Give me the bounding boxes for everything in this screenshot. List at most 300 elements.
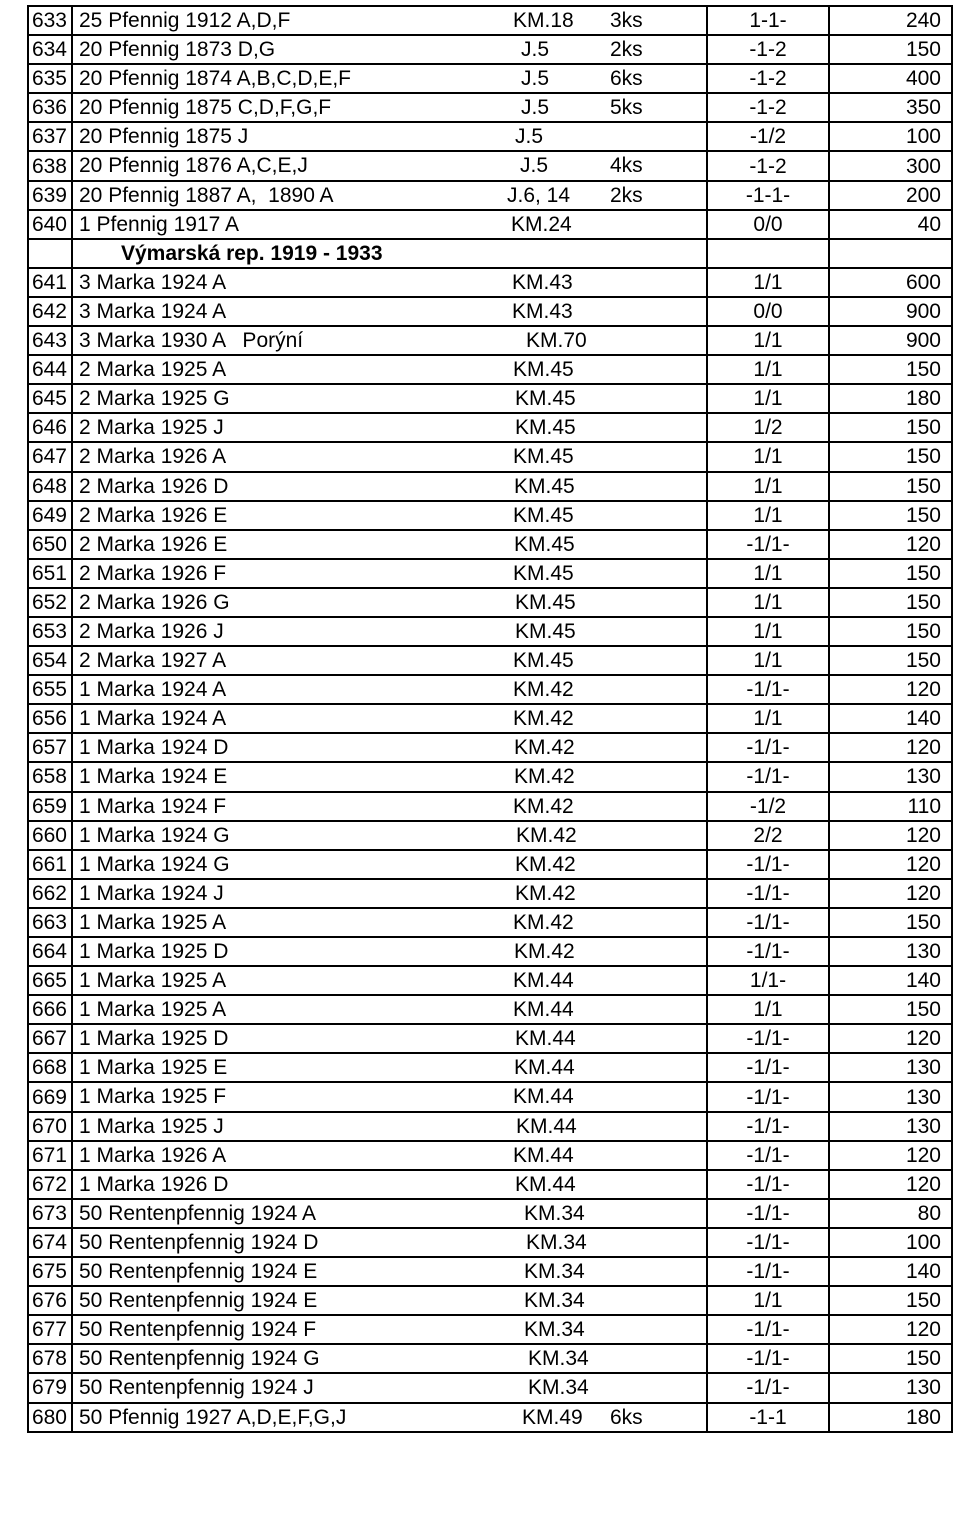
price: 150: [829, 588, 952, 617]
price: 150: [829, 1344, 952, 1373]
table-row: [28, 704, 952, 733]
price: 120: [829, 675, 952, 704]
catalog-reference: J.5: [521, 67, 550, 91]
coin-name: 1 Marka 1926 A: [79, 1143, 227, 1167]
lot-number: 650: [28, 530, 72, 559]
coin-name: 1 Pfennig 1917 A: [79, 212, 239, 236]
grade: -1-2: [707, 151, 829, 180]
table-row: [28, 1257, 952, 1286]
grade: -1/1-: [707, 850, 829, 879]
coin-name: 50 Rentenpfennig 1924 A: [79, 1201, 317, 1225]
description-cell: [72, 1024, 707, 1053]
coin-name: 3 Marka 1924 A: [79, 299, 227, 323]
catalog-reference: KM.42: [513, 678, 574, 702]
catalog-reference: KM.34: [524, 1289, 585, 1313]
price: 130: [829, 762, 952, 791]
lot-number: 638: [28, 151, 72, 180]
description-cell: [72, 268, 707, 297]
description-cell: [72, 297, 707, 326]
description-cell: [72, 995, 707, 1024]
description-cell: [72, 1286, 707, 1315]
catalog-reference: KM.34: [526, 1230, 587, 1254]
catalog-reference: KM.42: [514, 765, 575, 789]
grade: -1/1-: [707, 1228, 829, 1257]
coin-name: 1 Marka 1925 F: [79, 1085, 227, 1109]
price: 130: [829, 1082, 952, 1111]
price: 180: [829, 1403, 952, 1432]
price: 110: [829, 792, 952, 821]
description-cell: [72, 151, 707, 180]
description-cell: [72, 792, 707, 821]
coin-catalog-table: [27, 5, 953, 1433]
catalog-reference: KM.34: [524, 1201, 585, 1225]
description-cell: [72, 6, 707, 35]
description-cell: [72, 1199, 707, 1228]
section-title: Výmarská rep. 1919 - 1933: [121, 241, 383, 265]
price: 120: [829, 1315, 952, 1344]
catalog-reference: KM.45: [513, 358, 574, 382]
quantity: 6ks: [610, 67, 643, 91]
grade: -1/1-: [707, 1170, 829, 1199]
coin-name: 1 Marka 1924 G: [79, 823, 230, 847]
table-row: [28, 908, 952, 937]
catalog-reference: KM.44: [513, 969, 574, 993]
price: 120: [829, 1170, 952, 1199]
description-cell: [72, 413, 707, 442]
coin-name: 2 Marka 1926 E: [79, 503, 228, 527]
price: 120: [829, 530, 952, 559]
lot-number: 671: [28, 1141, 72, 1170]
grade: [707, 239, 829, 268]
lot-number: 641: [28, 268, 72, 297]
price: 180: [829, 384, 952, 413]
price: 150: [829, 908, 952, 937]
grade: -1/1-: [707, 1373, 829, 1402]
coin-name: 1 Marka 1925 A: [79, 969, 227, 993]
price: 300: [829, 151, 952, 180]
lot-number: 653: [28, 617, 72, 646]
coin-name: 50 Pfennig 1927 A,D,E,F,G,J: [79, 1405, 347, 1429]
catalog-reference: J.5: [515, 125, 544, 149]
description-cell: [72, 1403, 707, 1432]
coin-name: 50 Rentenpfennig 1924 J: [79, 1376, 314, 1400]
price: 150: [829, 617, 952, 646]
grade: 1/1: [707, 588, 829, 617]
price: 140: [829, 966, 952, 995]
grade: 1/1: [707, 268, 829, 297]
grade: -1/1-: [707, 908, 829, 937]
description-cell: [72, 1257, 707, 1286]
lot-number: 656: [28, 704, 72, 733]
description-cell: [72, 1228, 707, 1257]
coin-name: 50 Rentenpfennig 1924 F: [79, 1318, 317, 1342]
catalog-reference: J.6, 14: [507, 183, 571, 207]
grade: 2/2: [707, 821, 829, 850]
coin-name: 1 Marka 1924 F: [79, 794, 227, 818]
coin-name: 50 Rentenpfennig 1924 G: [79, 1347, 320, 1371]
table-row: [28, 297, 952, 326]
catalog-reference: KM.24: [511, 212, 572, 236]
table-row: [28, 1228, 952, 1257]
price: 150: [829, 559, 952, 588]
price: 120: [829, 1141, 952, 1170]
coin-name: 50 Rentenpfennig 1924 E: [79, 1289, 318, 1313]
quantity: 3ks: [610, 9, 643, 32]
grade: 1/1: [707, 326, 829, 355]
grade: -1/1-: [707, 675, 829, 704]
table-row: [28, 937, 952, 966]
lot-number: 644: [28, 355, 72, 384]
coin-name: 20 Pfennig 1875 J: [79, 125, 249, 149]
price: 120: [829, 1024, 952, 1053]
catalog-reference: KM.42: [513, 794, 574, 818]
description-cell: [72, 326, 707, 355]
catalog-reference: KM.45: [513, 649, 574, 673]
table-row: [28, 442, 952, 471]
lot-number: 658: [28, 762, 72, 791]
price: 100: [829, 1228, 952, 1257]
grade: 1/1: [707, 704, 829, 733]
grade: -1/1-: [707, 1112, 829, 1141]
catalog-reference: KM.45: [513, 561, 574, 585]
quantity: 2ks: [610, 38, 643, 62]
description-cell: [72, 908, 707, 937]
lot-number: 659: [28, 792, 72, 821]
price: 150: [829, 35, 952, 64]
description-cell: [72, 501, 707, 530]
coin-name: 3 Marka 1930 A Porýní: [79, 329, 304, 353]
grade: -1/1-: [707, 1257, 829, 1286]
price: 40: [829, 210, 952, 239]
description-cell: [72, 559, 707, 588]
grade: 0/0: [707, 297, 829, 326]
price: 150: [829, 1286, 952, 1315]
catalog-reference: KM.45: [514, 474, 575, 498]
description-cell: [72, 472, 707, 501]
description-cell: [72, 530, 707, 559]
catalog-reference: KM.45: [515, 387, 576, 411]
coin-name: 2 Marka 1926 F: [79, 561, 227, 585]
description-cell: [72, 588, 707, 617]
section-header-row: [28, 239, 952, 268]
price: 150: [829, 646, 952, 675]
grade: 1/2: [707, 413, 829, 442]
catalog-reference: KM.42: [514, 736, 575, 760]
grade: -1/1-: [707, 530, 829, 559]
table-row: [28, 1170, 952, 1199]
description-cell: [72, 879, 707, 908]
lot-number: 678: [28, 1344, 72, 1373]
catalog-reference: KM.45: [515, 416, 576, 440]
price: 140: [829, 704, 952, 733]
price: 130: [829, 1112, 952, 1141]
quantity: 5ks: [610, 96, 643, 120]
grade: -1/2: [707, 122, 829, 151]
price: [829, 239, 952, 268]
description-cell: [72, 966, 707, 995]
table-row: [28, 210, 952, 239]
catalog-reference: KM.42: [515, 881, 576, 905]
description-cell: [72, 181, 707, 210]
coin-name: 2 Marka 1926 D: [79, 474, 229, 498]
coin-name: 1 Marka 1924 G: [79, 852, 230, 876]
table-row: [28, 559, 952, 588]
price: 600: [829, 268, 952, 297]
description-cell: [72, 1373, 707, 1402]
coin-name: 2 Marka 1926 J: [79, 619, 224, 643]
lot-number: 662: [28, 879, 72, 908]
grade: 1/1: [707, 1286, 829, 1315]
catalog-reference: KM.44: [513, 1085, 574, 1109]
table-row: [28, 326, 952, 355]
table-row: [28, 151, 952, 180]
table-row: [28, 122, 952, 151]
price: 140: [829, 1257, 952, 1286]
lot-number: 680: [28, 1403, 72, 1432]
table-row: [28, 1141, 952, 1170]
catalog-reference: KM.44: [514, 1056, 575, 1080]
lot-number: 667: [28, 1024, 72, 1053]
catalog-reference: KM.45: [514, 532, 575, 556]
grade: -1-2: [707, 35, 829, 64]
price: 100: [829, 122, 952, 151]
coin-name: 20 Pfennig 1876 A,C,E,J: [79, 154, 308, 178]
table-row: [28, 733, 952, 762]
table-row: [28, 850, 952, 879]
grade: 1/1: [707, 995, 829, 1024]
grade: -1/1-: [707, 1315, 829, 1344]
catalog-body: [28, 6, 952, 1432]
coin-name: 1 Marka 1925 A: [79, 998, 227, 1022]
catalog-reference: KM.42: [513, 910, 574, 934]
coin-name: 2 Marka 1926 A: [79, 445, 227, 469]
description-cell: [72, 1141, 707, 1170]
lot-number: 651: [28, 559, 72, 588]
grade: -1/1-: [707, 762, 829, 791]
price: 130: [829, 1373, 952, 1402]
table-row: [28, 646, 952, 675]
grade: 1-1-: [707, 6, 829, 35]
description-cell: [72, 821, 707, 850]
price: 350: [829, 93, 952, 122]
price: 120: [829, 733, 952, 762]
grade: 1/1: [707, 355, 829, 384]
lot-number: 642: [28, 297, 72, 326]
lot-number: 647: [28, 442, 72, 471]
grade: -1/1-: [707, 1082, 829, 1111]
grade: -1/2: [707, 792, 829, 821]
lot-number: 677: [28, 1315, 72, 1344]
description-cell: [72, 122, 707, 151]
lot-number: 635: [28, 64, 72, 93]
price: 150: [829, 995, 952, 1024]
price: 150: [829, 501, 952, 530]
grade: 1/1: [707, 559, 829, 588]
table-row: [28, 1373, 952, 1402]
table-row: [28, 530, 952, 559]
coin-name: 50 Rentenpfennig 1924 D: [79, 1230, 319, 1254]
description-cell: [72, 210, 707, 239]
grade: -1-2: [707, 64, 829, 93]
lot-number: 649: [28, 501, 72, 530]
catalog-reference: KM.42: [513, 707, 574, 731]
coin-name: 2 Marka 1925 A: [79, 358, 227, 382]
table-row: [28, 1112, 952, 1141]
table-row: [28, 384, 952, 413]
catalog-reference: KM.43: [512, 299, 573, 323]
price: 120: [829, 879, 952, 908]
table-row: [28, 6, 952, 35]
description-cell: [72, 93, 707, 122]
catalog-reference: KM.34: [524, 1260, 585, 1284]
catalog-reference: KM.45: [515, 590, 576, 614]
grade: -1/1-: [707, 1024, 829, 1053]
lot-number: [28, 239, 72, 268]
lot-number: 657: [28, 733, 72, 762]
coin-name: 20 Pfennig 1887 A, 1890 A: [79, 183, 334, 207]
description-cell: [72, 762, 707, 791]
description-cell: [72, 646, 707, 675]
grade: 1/1: [707, 384, 829, 413]
coin-name: 1 Marka 1924 E: [79, 765, 228, 789]
table-row: [28, 501, 952, 530]
catalog-reference: KM.44: [513, 998, 574, 1022]
description-cell: [72, 1082, 707, 1111]
catalog-reference: KM.43: [512, 270, 573, 294]
price: 900: [829, 326, 952, 355]
grade: -1/1-: [707, 1053, 829, 1082]
grade: -1/1-: [707, 1344, 829, 1373]
description-cell: [72, 675, 707, 704]
lot-number: 645: [28, 384, 72, 413]
coin-name: 1 Marka 1925 J: [79, 1114, 224, 1138]
description-cell: [72, 442, 707, 471]
table-row: [28, 1344, 952, 1373]
grade: -1/1-: [707, 937, 829, 966]
catalog-reference: J.5: [521, 96, 550, 120]
description-cell: [72, 384, 707, 413]
table-row: [28, 413, 952, 442]
table-row: [28, 995, 952, 1024]
table-row: [28, 675, 952, 704]
coin-name: 2 Marka 1926 E: [79, 532, 228, 556]
price: 130: [829, 1053, 952, 1082]
catalog-reference: J.5: [520, 154, 549, 178]
catalog-reference: KM.42: [515, 852, 576, 876]
price: 900: [829, 297, 952, 326]
lot-number: 666: [28, 995, 72, 1024]
coin-name: 20 Pfennig 1874 A,B,C,D,E,F: [79, 67, 351, 91]
table-row: [28, 879, 952, 908]
coin-name: 25 Pfennig 1912 A,D,F: [79, 9, 291, 32]
table-row: [28, 355, 952, 384]
table-row: [28, 472, 952, 501]
table-row: [28, 64, 952, 93]
catalog-reference: KM.44: [515, 1172, 576, 1196]
catalog-reference: KM.45: [515, 619, 576, 643]
catalog-reference: KM.18: [513, 9, 574, 32]
lot-number: 643: [28, 326, 72, 355]
table-row: [28, 1315, 952, 1344]
grade: -1/1-: [707, 1141, 829, 1170]
price: 80: [829, 1199, 952, 1228]
section-title-cell: [72, 239, 707, 268]
description-cell: [72, 1112, 707, 1141]
coin-name: 1 Marka 1925 D: [79, 1027, 229, 1051]
table-row: [28, 1286, 952, 1315]
price: 150: [829, 472, 952, 501]
catalog-reference: KM.42: [514, 940, 575, 963]
description-cell: [72, 1344, 707, 1373]
price: 150: [829, 442, 952, 471]
catalog-reference: KM.45: [513, 445, 574, 469]
table-row: [28, 617, 952, 646]
description-cell: [72, 35, 707, 64]
lot-number: 670: [28, 1112, 72, 1141]
coin-name: 2 Marka 1925 J: [79, 416, 224, 440]
catalog-reference: KM.70: [526, 329, 587, 353]
catalog-reference: KM.34: [528, 1347, 589, 1371]
grade: 1/1: [707, 442, 829, 471]
coin-name: 3 Marka 1924 A: [79, 270, 227, 294]
catalog-reference: KM.45: [513, 503, 574, 527]
quantity: 4ks: [610, 154, 643, 178]
lot-number: 674: [28, 1228, 72, 1257]
lot-number: 652: [28, 588, 72, 617]
coin-name: 1 Marka 1924 A: [79, 678, 227, 702]
lot-number: 636: [28, 93, 72, 122]
coin-name: 2 Marka 1927 A: [79, 649, 227, 673]
table-row: [28, 1082, 952, 1111]
table-row: [28, 181, 952, 210]
price: 120: [829, 850, 952, 879]
grade: 1/1: [707, 501, 829, 530]
lot-number: 679: [28, 1373, 72, 1402]
grade: -1-1: [707, 1403, 829, 1432]
price: 130: [829, 937, 952, 966]
coin-name: 2 Marka 1926 G: [79, 590, 230, 614]
grade: -1-1-: [707, 181, 829, 210]
coin-name: 20 Pfennig 1873 D,G: [79, 38, 276, 62]
lot-number: 663: [28, 908, 72, 937]
coin-name: 1 Marka 1925 D: [79, 940, 229, 963]
table-row: [28, 268, 952, 297]
description-cell: [72, 733, 707, 762]
grade: 1/1: [707, 472, 829, 501]
coin-name: 50 Rentenpfennig 1924 E: [79, 1260, 318, 1284]
grade: -1/1-: [707, 1199, 829, 1228]
lot-number: 669: [28, 1082, 72, 1111]
grade: 0/0: [707, 210, 829, 239]
grade: 1/1: [707, 646, 829, 675]
quantity: 6ks: [610, 1405, 643, 1429]
catalog-reference: J.5: [521, 38, 550, 62]
catalog-reference: KM.44: [515, 1027, 576, 1051]
table-row: [28, 1024, 952, 1053]
coin-name: 1 Marka 1925 E: [79, 1056, 228, 1080]
lot-number: 654: [28, 646, 72, 675]
table-row: [28, 762, 952, 791]
lot-number: 639: [28, 181, 72, 210]
description-cell: [72, 1053, 707, 1082]
table-row: [28, 821, 952, 850]
lot-number: 640: [28, 210, 72, 239]
table-row: [28, 1199, 952, 1228]
coin-name: 1 Marka 1924 J: [79, 881, 224, 905]
description-cell: [72, 937, 707, 966]
lot-number: 673: [28, 1199, 72, 1228]
lot-number: 661: [28, 850, 72, 879]
